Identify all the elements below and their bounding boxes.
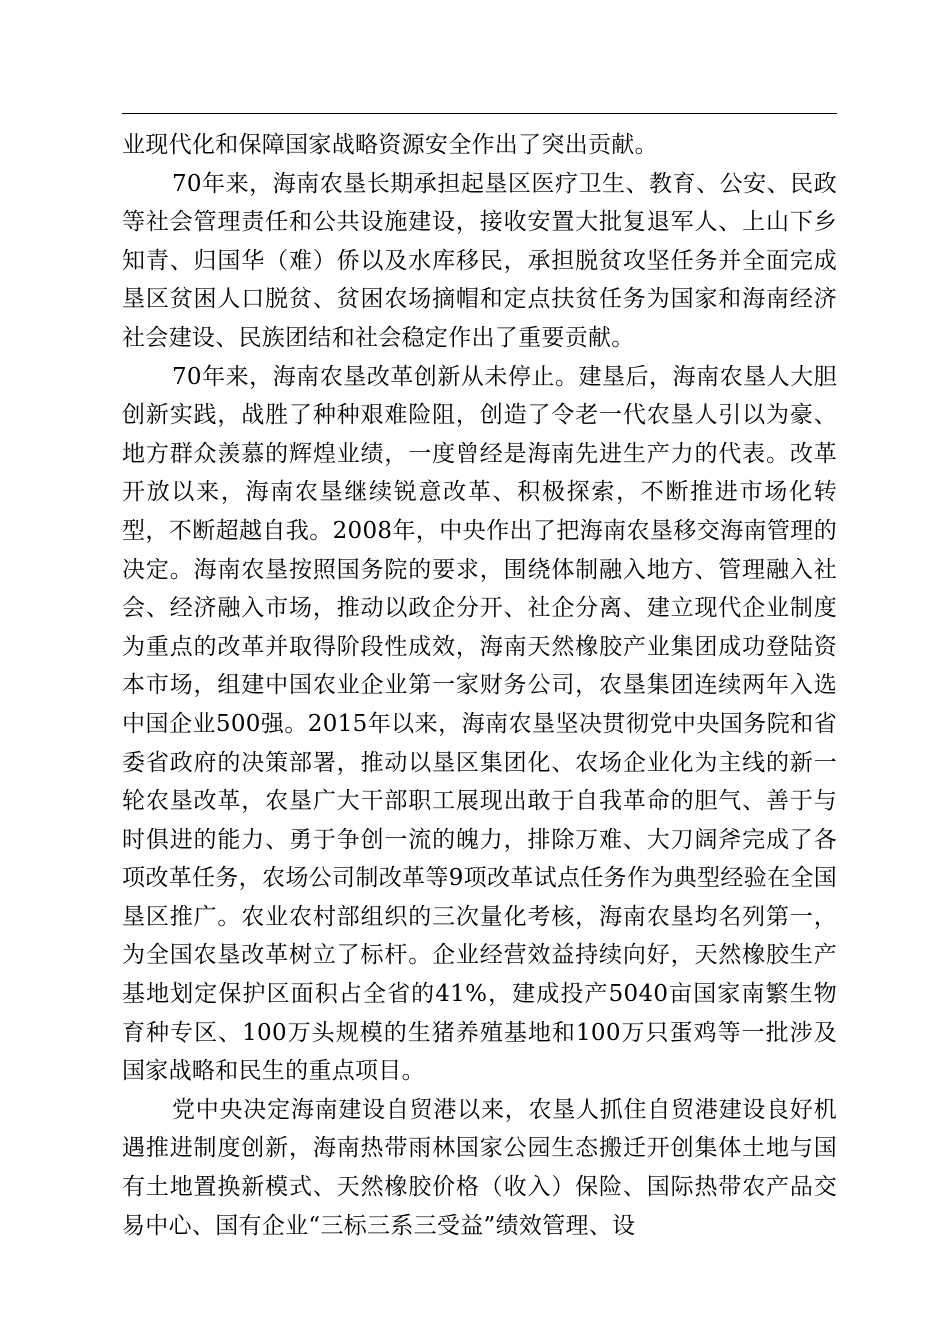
paragraph-reform-innovation: 70年来，海南农垦改革创新从未停止。建垦后，海南农垦人大胆创新实践，战胜了种种艰难险阻，创造了令老一代农垦人引以为豪、地方群众羡慕的辉煌业绩，一度曾经是海南先进生产力的代表。改革开放以来，海南农垦继续锐意改革、积极探索，不断推进市场化转型，不断超越自我。2008年，中央作出了把海南农垦移交海南管理的决定。海南农垦按照国务院的要求，围绕体制融入地方、管理融入社会、经济融入市场，推动以政企分开、社企分离、建立现代企业制度为重点的改革并取得阶段性成效，海南天然橡胶产业集团成功登陆资本市场，组建中国农业企业第一家财务公司，农垦集团连续两年入选中国企业500强。2015年以来，海南农垦坚决贯彻党中央国务院和省委省政府的决策部署，推动以垦区集团化、农场企业化为主线的新一轮农垦改革，农垦广大干部职工展现出敢于自我革命的胆气、善于与时俱进的能力、勇于争创一流的魄力，排除万难、大刀阔斧完成了各项改革任务，农场公司制改革等9项改革试点任务作为典型经验在全国垦区推广。农业农村部组织的三次量化考核，海南农垦均名列第一，为全国农垦改革树立了标杆。企业经营效益持续向好，天然橡胶生产基地划定保护区面积占全省的41%，建成投产5040亩国家南繁生物育种专区、100万头规模的生猪养殖基地和100万只蛋鸡等一批涉及国家战略和民生的重点项目。 [122,363,837,1085]
document-body [122,126,837,1245]
header-rule [122,113,837,114]
paragraph-free-trade-port: 党中央决定海南建设自贸港以来，农垦人抓住自贸港建设良好机遇推进制度创新，海南热带雨林国家公园生态搬迁开创集体土地与国有土地置换新模式、天然橡胶价格（收入）保险、国际热带农产品交易中心、国有企业“三标三系三受益”绩效管理、设 [122,1096,837,1239]
paragraph-continuation: 业现代化和保障国家战略资源安全作出了突出贡献。 [122,132,658,158]
paragraph-social-responsibility: 70年来，海南农垦长期承担起垦区医疗卫生、教育、公安、民政等社会管理责任和公共设施建设，接收安置大批复退军人、上山下乡知青、归国华（难）侨以及水库移民，承担脱贫攻坚任务并全面完成垦区贫困人口脱贫、贫困农场摘帽和定点扶贫任务为国家和海南经济社会建设、民族团结和社会稳定作出了重要贡献。 [122,170,837,351]
